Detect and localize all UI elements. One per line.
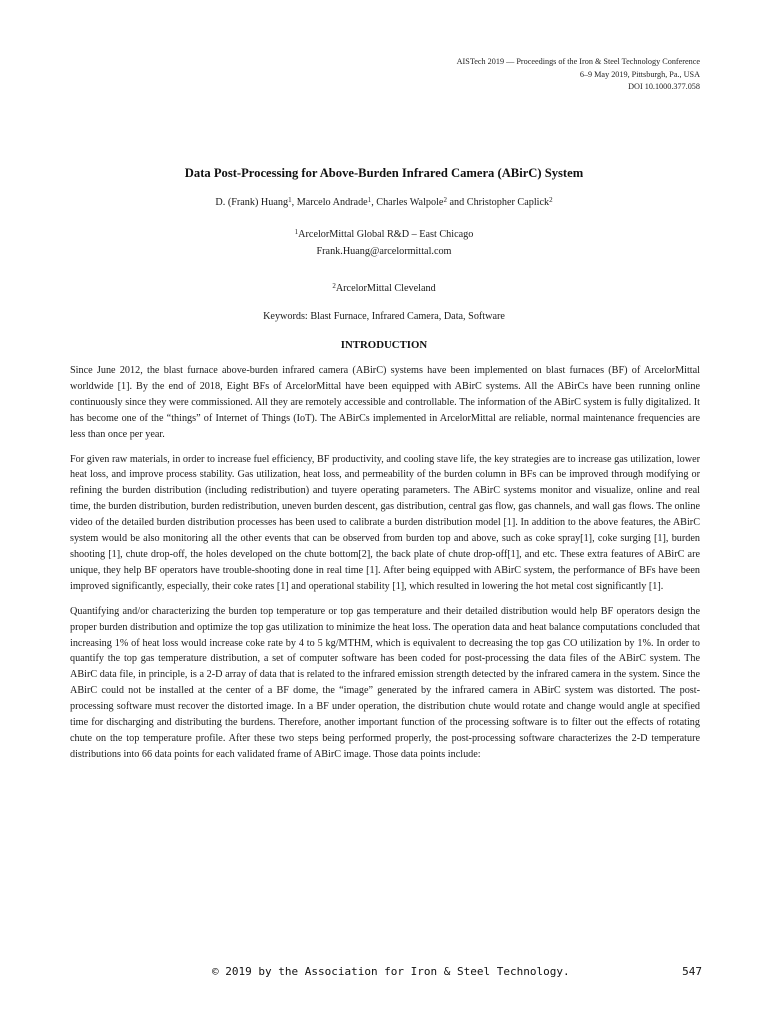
author-name: D. (Frank) Huang [215, 197, 289, 208]
author-name: , Charles Walpole [371, 197, 444, 208]
paragraph: For given raw materials, in order to increase fuel efficiency, BF productivity, and cooling stave life, the key strategies are to increase gas utilization, lower heat loss, and improve process stability. Gas utilization, heat loss, and permeability of the burden column in BFs can be improved through modifying or refining the burden distribution (including redistribution) and tuyere operating parameters. The ABirC systems monitor and visualize, online and real time, the burden distribution, burden redistribution, uneven burden descent, gas distribution, central gas flow, gas channels, and wall gas flows. The online video of the detailed burden distribution processes has been used to calibrate a burden distribution model [1]. In addition to the above features, the ABirC system would be also monitoring all the other events that can be observed from burden top and above, such as coke spray[1], coke surging [1], burden shooting [1], chute drop-off, the holes developed on the chute bottom[2], the back plate of chute drop-off[1], and etc. These extra features of ABirC are unique, they help BF operators have trouble-shooting done in real time [1]. After being equipped with ABirC system, the performance of BFs have been improved significantly, especially, their coke rates [1] and operational stability [1], which resulted in lowering the hot metal cost significantly [1]. [70, 453, 700, 592]
author-affiliation-mark: 1 [367, 196, 372, 204]
author-affiliation-mark: 1 [288, 196, 292, 204]
copyright-notice: © 2019 by the Association for Iron & Steel Technology. [212, 965, 570, 978]
conference-header [457, 56, 700, 94]
paper-title: Data Post-Processing for Above-Burden Infrared Camera (ABirC) System [184, 166, 584, 180]
author-name: , Marcelo Andrade [291, 197, 368, 208]
affiliation-mark: 2 [332, 282, 336, 290]
affiliation-mark: 1 [294, 228, 299, 236]
body-text [70, 363, 700, 772]
affiliation-2 [0, 280, 768, 297]
page-number: 547 [682, 965, 702, 978]
author-name: and Christopher Caplick [446, 197, 550, 208]
keywords: Keywords: Blast Furnace, Infrared Camera, Data, Software [263, 311, 505, 322]
conference-date-location: 6–9 May 2019, Pittsburgh, Pa., USA [579, 69, 700, 79]
author-affiliation-mark: 2 [443, 196, 447, 204]
affiliation-org: ArcelorMittal Global R&D – East Chicago [298, 229, 474, 240]
affiliation-1 [0, 226, 768, 260]
author-affiliation-mark: 2 [549, 196, 553, 204]
paragraph: Since June 2012, the blast furnace above-burden infrared camera (ABirC) systems have been implemented on blast furnaces (BF) of ArcelorMittal worldwide [1]. By the end of 2018, Eight BFs of ArcelorMittal have been equipped with ABirC systems. All the ABirCs have been running online continuously since they were commissioned. All they are remotely accessible and controllable. The information of the ABirC system is fully digitalized. It has become one of the “things” of Internet of Things (IoT). The ABirCs implemented in ArcelorMittal are reliable, normal maintenance frequencies are less than once per year. [70, 365, 700, 440]
doi: DOI 10.1000.377.058 [628, 82, 700, 91]
section-heading: INTRODUCTION [340, 339, 428, 351]
paragraph: Quantifying and/or characterizing the burden top temperature or top gas temperature and their detailed distribution would help BF operators design the proper burden distribution and optimize the top gas utilization to minimize the heat loss. The operation data and heat balance computations concluded that increasing 1% of heat loss would increase coke rate by 4 to 5 kg/MTHM, which is equivalent to decreasing the top gas CO utilization by 1%. In order to quantify the top gas temperature distribution, a set of computer software has been coded for post-processing the data files of the ABirC system. The ABirC data file, in principle, is a 2-D array of data that is related to the infrared emission strength detected by the infrared camera in the system. Since the ABirC could not be installed at the center of a BF dome, the “image” generated by the infrared camera in ABirC system was distorted. The post-processing software must recover the distorted image. In a BF under operation, the distribution chute would rotate and change would angle at specified time for discharging and distributing the burdens. Therefore, another important function of the processing software is to filter out the effects of rotating chute on the top temperature profile. After these two steps being performed properly, the post-processing software characterizes the 2-D temperature distributions into 66 data points for each validated frame of ABirC image. Those data points include: [70, 605, 700, 760]
contact-email[interactable]: Frank.Huang@arcelormittal.com [316, 246, 452, 257]
author-list [0, 197, 768, 208]
affiliation-org: ArcelorMittal Cleveland [335, 283, 436, 294]
conference-name: AISTech 2019 — Proceedings of the Iron & Steel Technology Conference [456, 57, 700, 66]
